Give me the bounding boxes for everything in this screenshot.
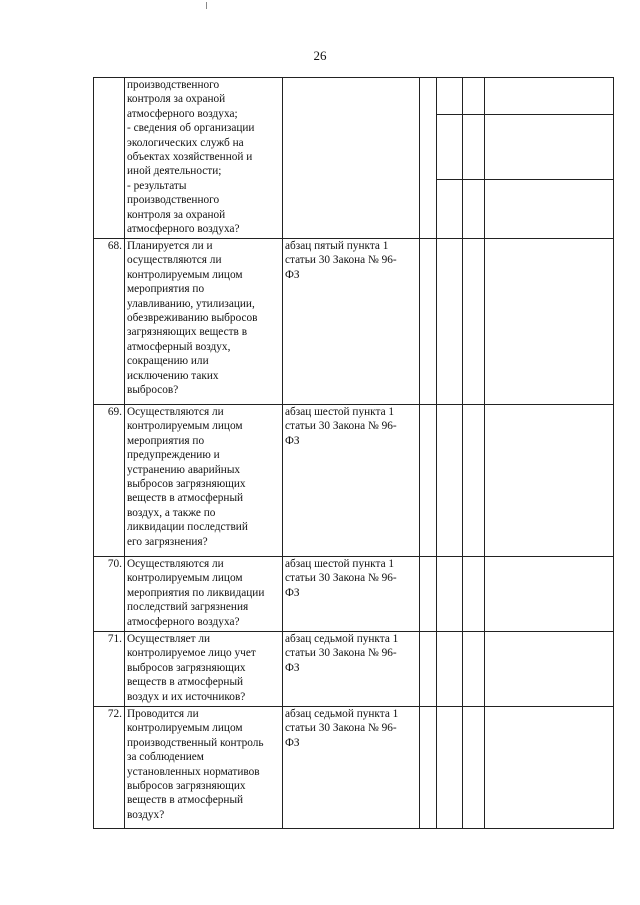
check-cell-no xyxy=(437,632,463,707)
check-cell-no xyxy=(437,405,463,557)
check-cell-no xyxy=(437,115,463,180)
table-row-continued xyxy=(94,78,614,115)
note-cell xyxy=(485,557,614,632)
row-number-cell: 72. xyxy=(94,707,125,829)
note-cell xyxy=(485,239,614,405)
check-cell-no xyxy=(437,180,463,239)
table-row xyxy=(94,632,614,707)
note-cell xyxy=(485,78,614,115)
check-cell-no xyxy=(437,239,463,405)
row-number-cell: 71. xyxy=(94,632,125,707)
question-cell: Осуществляет ли контролируемое лицо учет выбросов загрязняющих веществ в атмосферный воздух и их источников? xyxy=(125,632,283,707)
check-cell-na xyxy=(463,707,485,829)
question-cell: Планируется ли и осуществляются ли контролируемым лицом мероприятия по улавливанию, утилизации, обезвреживанию выбросов загрязняющих веществ в атмосферный воздух, сокращению или исключению таких выбросов? xyxy=(125,239,283,405)
law-reference-cell: абзац шестой пункта 1 статьи 30 Закона № 96- ФЗ xyxy=(283,405,420,557)
law-reference-cell: абзац седьмой пункта 1 статьи 30 Закона № 96- ФЗ xyxy=(283,707,420,829)
table-row xyxy=(94,557,614,632)
note-cell xyxy=(485,707,614,829)
note-cell xyxy=(485,115,614,180)
check-cell-na xyxy=(463,180,485,239)
check-cell-yes xyxy=(420,405,437,557)
check-cell-yes xyxy=(420,78,437,239)
check-cell-na xyxy=(463,239,485,405)
check-cell-na xyxy=(463,78,485,115)
note-cell xyxy=(485,632,614,707)
check-cell-yes xyxy=(420,632,437,707)
law-reference-cell: абзац пятый пункта 1 статьи 30 Закона № 96- ФЗ xyxy=(283,239,420,405)
note-cell xyxy=(485,405,614,557)
check-cell-no xyxy=(437,557,463,632)
question-cell: Осуществляются ли контролируемым лицом мероприятия по предупреждению и устранению аварийных выбросов загрязняющих веществ в атмосферный воздух, а также по ликвидации последствий его загрязнения? xyxy=(125,405,283,557)
law-reference-cell: абзац седьмой пункта 1 статьи 30 Закона № 96- ФЗ xyxy=(283,632,420,707)
row-number-cell: 69. xyxy=(94,405,125,557)
table-row xyxy=(94,707,614,829)
table-row xyxy=(94,239,614,405)
checklist-table xyxy=(93,77,614,829)
check-cell-na xyxy=(463,632,485,707)
row-number-cell xyxy=(94,78,125,239)
scan-artifact-mark xyxy=(206,2,207,9)
question-cell: Проводится ли контролируемым лицом производственный контроль за соблюдением установленных нормативов выбросов загрязняющих веществ в атмосферный воздух? xyxy=(125,707,283,829)
check-cell-yes xyxy=(420,707,437,829)
law-reference-cell xyxy=(283,78,420,239)
check-cell-yes xyxy=(420,557,437,632)
check-cell-na xyxy=(463,557,485,632)
question-cell: Осуществляются ли контролируемым лицом мероприятия по ликвидации последствий загрязнения атмосферного воздуха? xyxy=(125,557,283,632)
row-number-cell: 70. xyxy=(94,557,125,632)
law-reference-cell: абзац шестой пункта 1 статьи 30 Закона № 96- ФЗ xyxy=(283,557,420,632)
note-cell xyxy=(485,180,614,239)
table-row xyxy=(94,405,614,557)
check-cell-no xyxy=(437,707,463,829)
check-cell-na xyxy=(463,115,485,180)
check-cell-yes xyxy=(420,239,437,405)
page-number: 26 xyxy=(313,48,327,63)
question-cell: производственного контроля за охраной атмосферного воздуха; - сведения об организации экологических служб на объектах хозяйственной и иной деятельности; - результаты производственного контроля за охраной атмосферного воздуха? xyxy=(125,78,283,239)
check-cell-na xyxy=(463,405,485,557)
row-number-cell: 68. xyxy=(94,239,125,405)
check-cell-no xyxy=(437,78,463,115)
